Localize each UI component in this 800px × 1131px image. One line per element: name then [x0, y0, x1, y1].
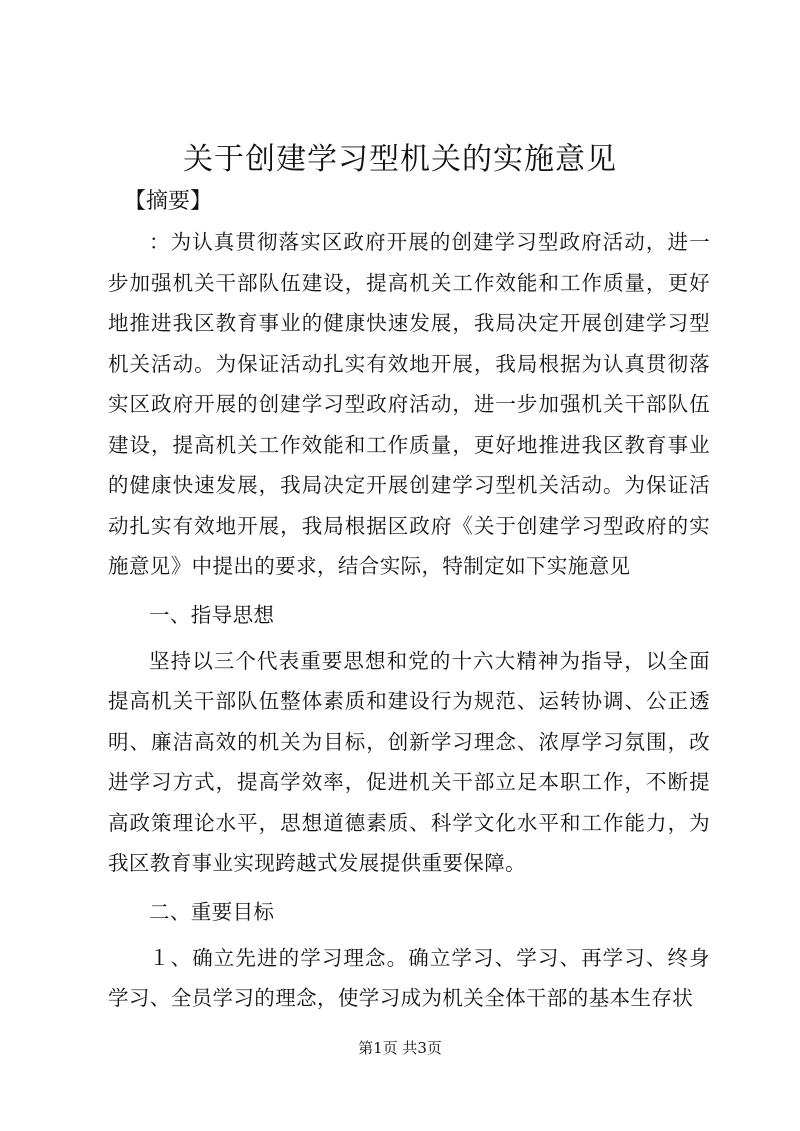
- section-heading-guiding-ideology: 一、指导思想: [149, 602, 275, 627]
- abstract-label: 【摘要】: [124, 189, 213, 214]
- section-paragraph-guiding-ideology: 坚持以三个代表重要思想和党的十六大精神为指导，以全面提高机关干部队伍整体素质和建设行为规范、运转协调、公正透明、廉洁高效的机关为目标，创新学习理念、浓厚学习氛围，改进学习方式，提高学效率，促进机关干部立足本职工作，不断提高政策理论水平，思想道德素质、科学文化水平和工作能力，为我区教育事业实现跨越式发展提供重要保障。: [108, 648, 710, 875]
- document-title: 关于创建学习型机关的实施意见: [183, 142, 617, 177]
- section-paragraph-goal-1: １、确立先进的学习理念。确立学习、学习、再学习、终身学习、全员学习的理念，使学习成为机关全体干部的基本生存状: [108, 945, 710, 1010]
- section-heading-key-goals: 二、重要目标: [149, 899, 275, 924]
- abstract-paragraph: ：为认真贯彻落实区政府开展的创建学习型政府活动，进一步加强机关干部队伍建设，提高机关工作效能和工作质量，更好地推进我区教育事业的健康快速发展，我局决定开展创建学习型机关活动。为保证活动扎实有效地开展，我局根据为认真贯彻落实区政府开展的创建学习型政府活动，进一步加强机关干部队伍建设，提高机关工作效能和工作质量，更好地推进我区教育事业的健康快速发展，我局决定开展创建学习型机关活动。为保证活动扎实有效地开展，我局根据区政府《关于创建学习型政府的实施意见》中提出的要求，结合实际，特制定如下实施意见: [108, 230, 710, 578]
- page-footer: 第1页 共3页: [358, 1039, 442, 1057]
- document-body: [108, 222, 710, 1019]
